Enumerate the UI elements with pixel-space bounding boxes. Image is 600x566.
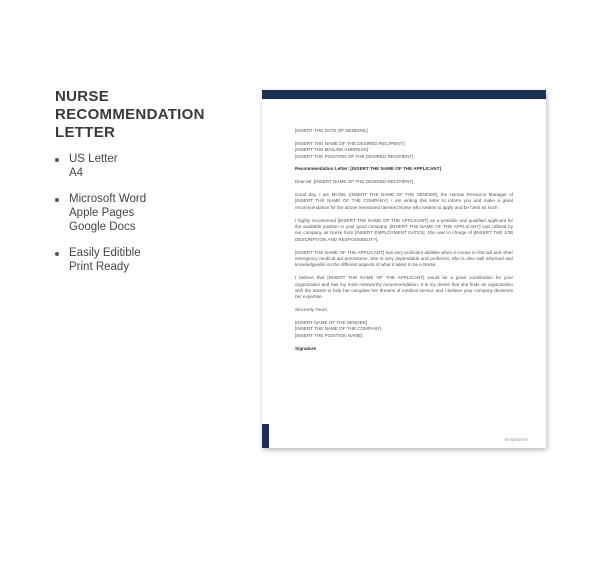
letter-subject: Recommendation Letter: [INSERT THE NAME OF THE APPLICANT] (295, 166, 442, 172)
letter-paragraph: [INSERT THE NAME OF THE APPLICANT] has very proficient abilities when it comes to first aid and other emergency medical aid procedures. She is very dependable and proficient. She is also well informed and knowledgeable on the different aspects of what it takes to be a Nurse. (295, 249, 513, 268)
feature-item: Easily Editible (69, 247, 141, 259)
feature-item: Microsoft Word (69, 193, 147, 205)
feature-item: A4 (69, 167, 84, 179)
feature-item: Apple Pages (69, 207, 135, 219)
recipient-address (295, 141, 513, 160)
feature-item: US Letter (69, 153, 118, 165)
page-title: NURSE RECOMMENDATION LETTER (55, 88, 205, 141)
feature-item: Google Docs (69, 221, 136, 233)
letter-date: [INSERT THE DATE OF SENDING] (295, 128, 368, 133)
letter-body (295, 128, 513, 358)
document-preview (262, 90, 546, 448)
feature-item: Print Ready (69, 261, 130, 273)
letter-signature: Signature (295, 345, 317, 351)
feature-list (55, 152, 245, 286)
letter-closing: Sincerely Yours, (295, 307, 328, 313)
bullet-icon (55, 252, 59, 256)
feature-group-editing (55, 246, 245, 274)
address-line: [INSERT THE MAILING ADDRESS] (295, 147, 369, 153)
watermark: templatenet (504, 437, 528, 442)
letter-paragraph: Good day. I am Mr./Ms. [INSERT THE NAME OF THE SENDER], the Human Resource Manager of [INSERT THE NAME OF THE COMPANY]. I am writing this letter to inform you and make a great recommendation for the above mentioned talented Nurse who wishes to apply and be hired as such. (295, 192, 513, 210)
sender-line: [INSERT THE POSITION NAME] (295, 332, 363, 338)
document-header-bar (262, 90, 546, 99)
sender-line: [INSERT THE NAME OF THE COMPANY] (295, 326, 382, 332)
letter-paragraph: I believe that [INSERT THE NAME OF THE APPLICANT] would be a good contribution for your organization and has my most noteworthy recommendation. It is my desire that she finds an organization with the assets to help her complete her dreams of medical service and I believe your company deserves her expertise. (295, 275, 513, 300)
feature-group-paper-size (55, 152, 245, 180)
letter-salutation: Dear Mr. [INSERT NAME OF THE DESIRED RECIPIENT], (295, 179, 415, 185)
feature-group-software (55, 192, 245, 234)
document-side-accent (262, 424, 269, 448)
sender-line: [INSERT NAME OF THE SENDER] (295, 320, 368, 326)
address-line: [INSERT THE POSITION OF THE DESIRED RECIPIENT] (295, 153, 414, 159)
letter-paragraph: I highly recommend [INSERT THE NAME OF THE APPLICANT] as a possible and qualified applicant for the available position in your good company. [INSERT THE NAME OF THE APPLICANT] was utilized by our company as Nurse from [INSERT EMPLOYMENT DATES]. She was in charge of [INSERT THE JOB DESCRIPTION AND RESPONSIBILITY]. (295, 217, 513, 242)
address-line: [INSERT THE NAME OF THE DESIRED RECIPIENT] (295, 140, 405, 146)
bullet-icon (55, 198, 59, 202)
sender-block (295, 320, 513, 339)
bullet-icon (55, 158, 59, 162)
